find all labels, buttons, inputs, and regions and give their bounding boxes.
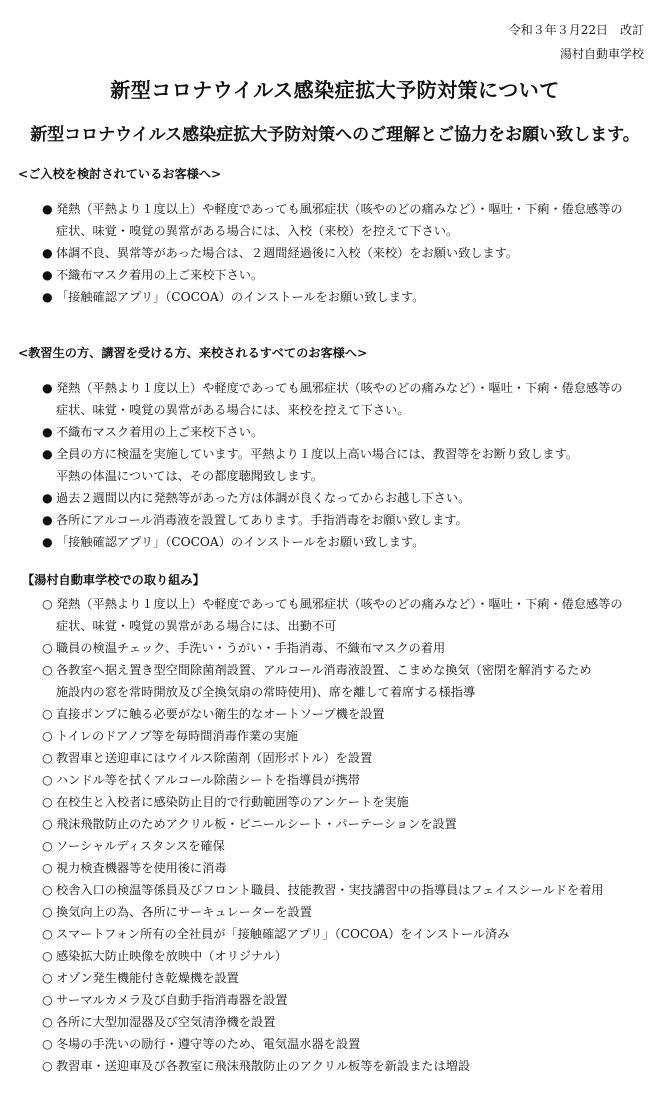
list-item-text <box>56 286 656 308</box>
dot-bullet-icon: ● <box>42 491 53 505</box>
list-item-line: 体調不良、異常等があった場合は、２週間経過後に入校（来校）をお願い致します。 <box>56 246 519 260</box>
list-item-text <box>56 443 656 487</box>
list-item <box>14 509 656 531</box>
list-item <box>14 703 656 725</box>
list-item-line: トイレのドアノブ等を毎時間消毒作業の実施 <box>56 729 298 743</box>
list-item <box>14 967 656 989</box>
circle-bullet-icon: ○ <box>42 707 53 721</box>
list-item <box>14 198 656 242</box>
section-all-visitors <box>14 343 656 553</box>
circle-bullet-icon: ○ <box>42 993 53 1007</box>
list-item-line: 「接触確認アプリ」（COCOA）のインストールをお願い致します。 <box>56 290 425 304</box>
list-item <box>14 443 656 487</box>
list-item-line: 不織布マスク着用の上ご来校下さい。 <box>56 425 264 439</box>
list-item <box>14 659 656 703</box>
circle-bullet-icon: ○ <box>42 861 53 875</box>
list-item-line: 発熱（平熱より１度以上）や軽度であっても風邪症状（咳やのどの痛みなど）・嘔吐・下痢・倦怠感等の <box>56 202 623 216</box>
list-item-text <box>56 967 656 989</box>
document-header <box>509 18 644 66</box>
page-subtitle: 新型コロナウイルス感染症拡大予防対策へのご理解とご協力をお願い致します。 <box>30 125 640 145</box>
list-item-line: 感染拡大防止映像を放映中（オリジナル） <box>56 949 287 963</box>
section-heading: <ご入校を検討されているお客様へ> <box>18 167 222 181</box>
list-item <box>14 377 656 421</box>
list-item <box>14 1011 656 1033</box>
list-item <box>14 286 656 308</box>
list-item-text <box>56 531 656 553</box>
dot-bullet-icon: ● <box>42 447 53 461</box>
dot-bullet-icon: ● <box>42 268 53 282</box>
list-item-text <box>56 242 656 264</box>
circle-bullet-icon: ○ <box>42 795 53 809</box>
list-item-text <box>56 769 656 791</box>
section-school-measures <box>14 570 656 1077</box>
list-item-line: ハンドル等を拭くアルコール除菌シートを指導員が携帯 <box>56 773 360 787</box>
list-item-text <box>56 1011 656 1033</box>
circle-bullet-icon: ○ <box>42 883 53 897</box>
dot-bullet-icon: ● <box>42 425 53 439</box>
section-heading: <教習生の方、講習を受ける方、来校されるすべてのお客様へ> <box>18 346 368 360</box>
list-item-line: 職員の検温チェック、手洗い・うがい・手指消毒、不織布マスクの着用 <box>56 641 446 655</box>
list-item <box>14 901 656 923</box>
list-item <box>14 1033 656 1055</box>
page-title: 新型コロナウイルス感染症拡大予防対策について <box>110 78 560 102</box>
list-item-line: 教習車と送迎車にはウイルス除菌剤（固形ボトル）を設置 <box>56 751 373 765</box>
list-item <box>14 813 656 835</box>
list-item-line: 校舎入口の検温等係員及びフロント職員、技能教習・実技講習中の指導員はフェイスシールドを着用 <box>56 883 604 897</box>
list-item-line: 直接ボンプに触る必要がない衛生的なオートソープ機を設置 <box>56 707 385 721</box>
list-item <box>14 531 656 553</box>
circle-bullet-icon: ○ <box>42 905 53 919</box>
list-item-text <box>56 198 656 242</box>
list-item-line: 各所にアルコール消毒液を設置してあります。手指消毒をお願い致します。 <box>56 513 468 527</box>
dot-bullet-icon: ● <box>42 202 53 216</box>
list-item-text <box>56 791 656 813</box>
list-item-text <box>56 509 656 531</box>
list-item <box>14 747 656 769</box>
dot-bullet-icon: ● <box>42 246 53 260</box>
section-heading: 【湯村自動車学校での取り組み】 <box>22 573 205 587</box>
list-item-line: 各所に大型加湿器及び空気清浄機を設置 <box>56 1015 276 1029</box>
list-item-text <box>56 659 656 703</box>
list-item-text <box>56 835 656 857</box>
list-item-line: スマートフォン所有の全社員が「接触確認アプリ」（COCOA）をインストール済み <box>56 927 510 941</box>
list-item-text <box>56 945 656 967</box>
list-item-line: 視力検査機器等を使用後に消毒 <box>56 861 227 875</box>
circle-bullet-icon: ○ <box>42 751 53 765</box>
list-item-line: 発熱（平熱より１度以上）や軽度であっても風邪症状（咳やのどの痛みなど）・嘔吐・下痢・倦怠感等の <box>56 597 623 611</box>
bullet-list <box>14 198 656 308</box>
circle-bullet-icon: ○ <box>42 663 53 677</box>
list-item-line: 各教室へ据え置き型空間除菌剤設置、アルコール消毒液設置、こまめな換気（密閉を解消するため <box>56 663 592 677</box>
list-item-text <box>56 1055 656 1077</box>
circle-bullet-icon: ○ <box>42 641 53 655</box>
dot-bullet-icon: ● <box>42 535 53 549</box>
list-item <box>14 264 656 286</box>
list-item-line: 症状、味覚・嗅覚の異常がある場合には、入校（来校）を控えて下さい。 <box>56 224 459 238</box>
list-item <box>14 1055 656 1077</box>
list-item-text <box>56 857 656 879</box>
list-item <box>14 923 656 945</box>
list-item <box>14 593 656 637</box>
list-item-text <box>56 989 656 1011</box>
list-item-text <box>56 901 656 923</box>
list-item <box>14 989 656 1011</box>
list-item-text <box>56 923 656 945</box>
list-item-line: 過去２週間以内に発熱等があった方は体調が良くなってからお越し下さい。 <box>56 491 471 505</box>
list-item-text <box>56 879 656 901</box>
dot-bullet-icon: ● <box>42 381 53 395</box>
circle-bullet-icon: ○ <box>42 949 53 963</box>
list-item <box>14 637 656 659</box>
list-item <box>14 769 656 791</box>
list-item-line: 症状、味覚・嗅覚の異常がある場合には、出勤不可 <box>56 619 337 633</box>
list-item <box>14 242 656 264</box>
list-item-line: 症状、味覚・嗅覚の異常がある場合には、来校を控えて下さい。 <box>56 403 410 417</box>
circle-bullet-icon: ○ <box>42 1059 53 1073</box>
list-item-line: 冬場の手洗いの励行・遵守等のため、電気温水器を設置 <box>56 1037 361 1051</box>
list-item-text <box>56 813 656 835</box>
circle-bullet-icon: ○ <box>42 927 53 941</box>
circle-bullet-icon: ○ <box>42 971 53 985</box>
bullet-list <box>14 377 656 553</box>
revision-date: 令和３年３月22日 改訂 <box>508 23 644 37</box>
list-item-line: 「接触確認アプリ」（COCOA）のインストールをお願い致します。 <box>56 535 425 549</box>
list-item-text <box>56 421 656 443</box>
list-item <box>14 945 656 967</box>
list-item-text <box>56 703 656 725</box>
list-item <box>14 857 656 879</box>
list-item-line: 全員の方に検温を実施しています。平熱より１度以上高い場合には、教習等をお断り致します。 <box>56 447 579 461</box>
list-item-line: 換気向上の為、各所にサーキュレーターを設置 <box>56 905 312 919</box>
list-item <box>14 725 656 747</box>
circle-bullet-icon: ○ <box>42 839 53 853</box>
circle-bullet-icon: ○ <box>42 817 53 831</box>
list-item <box>14 879 656 901</box>
list-item-line: オゾン発生機能付き乾燥機を設置 <box>56 971 239 985</box>
list-item-text <box>56 1033 656 1055</box>
list-item-line: 発熱（平熱より１度以上）や軽度であっても風邪症状（咳やのどの痛みなど）・嘔吐・下痢・倦怠感等の <box>56 381 623 395</box>
circle-bullet-icon: ○ <box>42 1037 53 1051</box>
section-prospective-customers <box>14 164 656 308</box>
list-item-text <box>56 377 656 421</box>
list-item-text <box>56 725 656 747</box>
list-item-line: 施設内の窓を常時開放及び全換気扇の常時使用)、席を離して着席する様指導 <box>56 685 476 699</box>
list-item-line: 教習車・送迎車及び各教室に飛沫飛散防止のアクリル板等を新設または増設 <box>56 1059 471 1073</box>
circle-bullet-icon: ○ <box>42 597 53 611</box>
list-item-text <box>56 593 656 637</box>
dot-bullet-icon: ● <box>42 513 53 527</box>
list-item <box>14 791 656 813</box>
list-item <box>14 835 656 857</box>
list-item-line: サーマルカメラ及び自動手指消毒器を設置 <box>56 993 288 1007</box>
list-item-line: ソーシャルディスタンスを確保 <box>56 839 225 853</box>
circle-bullet-icon: ○ <box>42 1015 53 1029</box>
list-item-line: 飛沫飛散防止のためアクリル板・ビニールシート・パーテーションを設置 <box>56 817 457 831</box>
list-item-line: 在校生と入校者に感染防止目的で行動範囲等のアンケートを実施 <box>56 795 409 809</box>
list-item-text <box>56 747 656 769</box>
list-item <box>14 421 656 443</box>
bullet-list <box>14 593 656 1077</box>
list-item-text <box>56 264 656 286</box>
list-item-text <box>56 637 656 659</box>
circle-bullet-icon: ○ <box>42 773 53 787</box>
list-item-text <box>56 487 656 509</box>
circle-bullet-icon: ○ <box>42 729 53 743</box>
list-item-line: 不織布マスク着用の上ご来校下さい。 <box>56 268 264 282</box>
list-item-line: 平熱の体温については、その都度聴聞致します。 <box>56 469 323 483</box>
dot-bullet-icon: ● <box>42 290 53 304</box>
list-item <box>14 487 656 509</box>
school-name: 湯村自動車学校 <box>559 47 644 61</box>
